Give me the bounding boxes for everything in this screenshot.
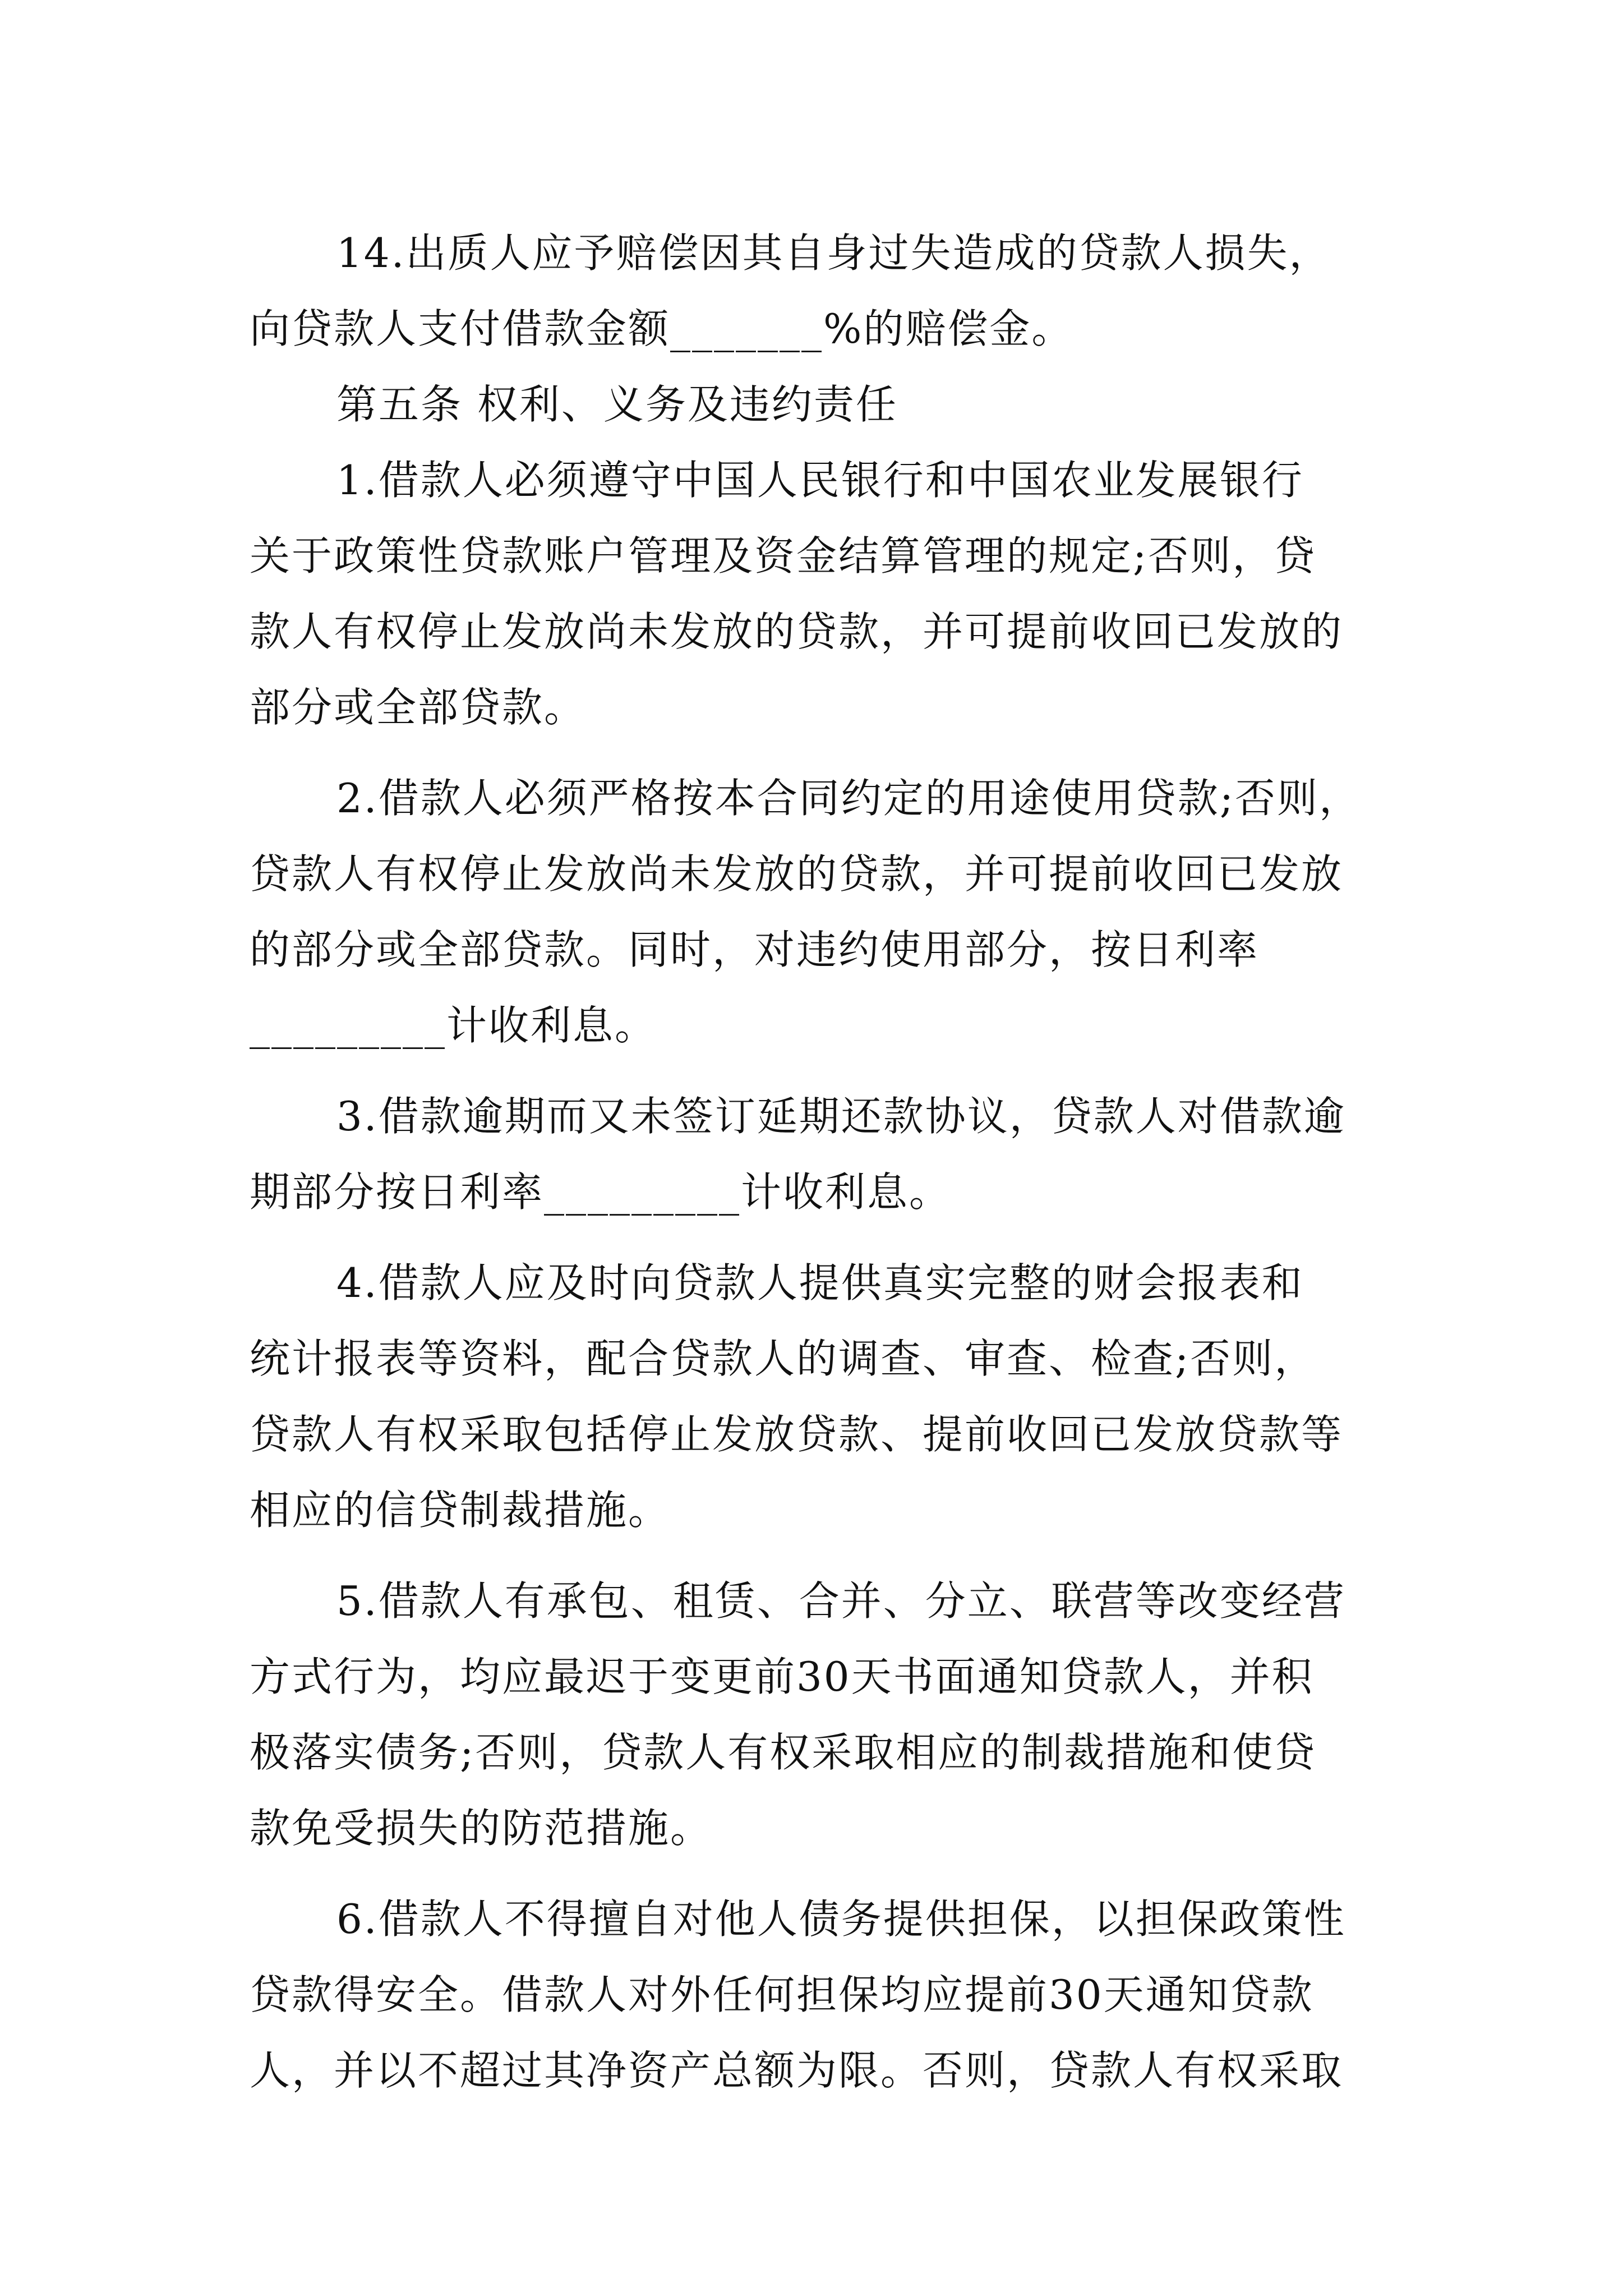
- clause-1-line-2: 关于政策性贷款账户管理及资金结算管理的规定;否则，贷: [250, 532, 1317, 579]
- clause-6-line-3: 人，并以不超过其净资产总额为限。否则，贷款人有权采取: [250, 2047, 1344, 2094]
- clause-14-line-2: 向贷款人支付借款金额_______%的赔偿金。: [250, 305, 1074, 352]
- clause-5-line-1: 5.借款人有承包、租赁、合并、分立、联营等改变经营: [336, 1577, 1346, 1625]
- clause-2-line-4: _________计收利息。: [250, 1002, 657, 1049]
- clause-4-line-1: 4.借款人应及时向贷款人提供真实完整的财会报表和: [336, 1259, 1304, 1306]
- paragraph-gap: [250, 1230, 1388, 1245]
- clause-2-line-1: 2.借款人必须严格按本合同约定的用途使用贷款;否则，: [336, 775, 1361, 822]
- clause-1-line-4: 部分或全部贷款。: [250, 684, 587, 731]
- paragraph-gap: [250, 1866, 1388, 1881]
- clause-5-line-2: 方式行为，均应最迟于变更前30天书面通知贷款人，并积: [250, 1653, 1314, 1700]
- clause-6-line-2: 贷款得安全。借款人对外任何担保均应提前30天通知贷款: [250, 1971, 1314, 2018]
- clause-4-line-3: 贷款人有权采取包括停止发放贷款、提前收回已发放贷款等: [250, 1411, 1344, 1458]
- clause-5-line-3: 极落实债务;否则，贷款人有权采取相应的制裁措施和使贷: [250, 1729, 1317, 1776]
- document-body: [250, 215, 1388, 2109]
- paragraph-gap: [250, 746, 1388, 761]
- paragraph-gap: [250, 1064, 1388, 1079]
- clause-6-line-1: 6.借款人不得擅自对他人债务提供担保，以担保政策性: [336, 1895, 1346, 1943]
- clause-1-line-1: 1.借款人必须遵守中国人民银行和中国农业发展银行: [336, 457, 1304, 504]
- clause-3-line-2: 期部分按日利率_________计收利息。: [250, 1168, 952, 1216]
- clause-14-line-1: 14.出质人应予赔偿因其自身过失造成的贷款人损失，: [336, 229, 1331, 277]
- clause-5-line-4: 款免受损失的防范措施。: [250, 1805, 713, 1852]
- article-5-heading: 第五条 权利、义务及违约责任: [336, 381, 898, 428]
- clause-4-line-2: 统计报表等资料，配合贷款人的调查、审查、检查;否则，: [250, 1335, 1317, 1382]
- paragraph-gap: [250, 1548, 1388, 1563]
- clause-3-line-1: 3.借款逾期而又未签订延期还款协议，贷款人对借款逾: [336, 1093, 1346, 1140]
- clause-4-line-4: 相应的信贷制裁措施。: [250, 1487, 671, 1534]
- clause-1-line-3: 款人有权停止发放尚未发放的贷款，并可提前收回已发放的: [250, 608, 1344, 655]
- clause-2-line-3: 的部分或全部贷款。同时，对违约使用部分，按日利率: [250, 926, 1260, 973]
- clause-2-line-2: 贷款人有权停止发放尚未发放的贷款，并可提前收回已发放: [250, 850, 1344, 898]
